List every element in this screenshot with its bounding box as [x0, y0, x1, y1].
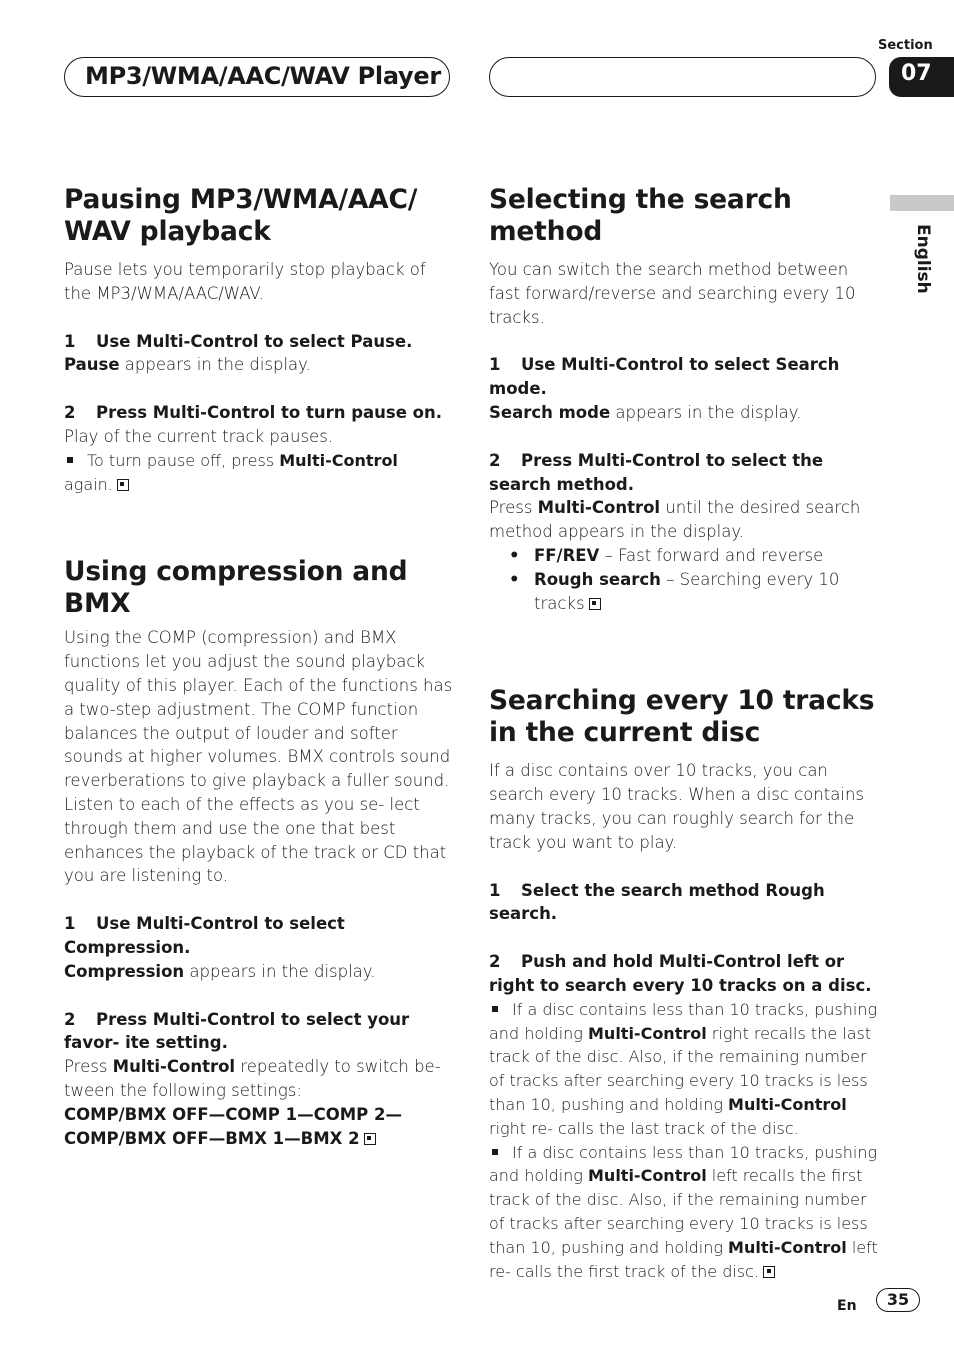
compression-heading: Using compression and BMX [64, 556, 408, 620]
search-method-intro: You can switch the search method between fast forward/reverse and searching every 10 tracks. [489, 260, 856, 327]
control-name: Multi-Control [728, 1237, 847, 1257]
step-text: Press Multi-Control to select the search method. [489, 450, 824, 494]
step-text: Push and hold Multi-Control left or right to search every 10 tracks on a disc. [489, 952, 872, 995]
note-bullet-icon [492, 1149, 498, 1155]
settings-sequence-line-2 [64, 1127, 454, 1151]
option-desc: – Searching every 10 tracks [534, 569, 840, 613]
chapter-title-box [64, 57, 450, 97]
language-code: En [837, 1298, 857, 1314]
result-text-end: until the desired search method appears in the display. [489, 498, 861, 542]
control-name: Multi-Control [728, 1094, 847, 1114]
note-bullet-icon [67, 457, 73, 463]
note-text: To turn pause off, press [87, 450, 280, 470]
note-text: left recalls the first track of the disc. Also, if the remaining number of tracks after searching every 10 tracks is less than 10, pushing and holding [489, 1166, 868, 1257]
search-method-options [489, 544, 881, 615]
step-text: Press Multi-Control to select your favor- ite setting. [64, 1009, 410, 1053]
compression-step-1 [64, 912, 454, 960]
step-number: 2 [489, 952, 501, 972]
end-mark-icon [364, 1133, 376, 1145]
rough-note-1 [489, 998, 881, 1141]
pause-heading: Pausing MP3/WMA/AAC/ WAV playback [64, 184, 418, 247]
compression-step-2-result [64, 1055, 454, 1103]
page-number: 35 [876, 1288, 920, 1312]
note-bullet-icon [492, 1006, 498, 1012]
step-number: 2 [489, 450, 501, 470]
control-name: Multi-Control [588, 1023, 707, 1043]
pause-step-1 [64, 330, 454, 354]
note-text: If a disc contains less than 10 tracks, pushing and holding [489, 999, 878, 1043]
left-column [64, 184, 454, 1150]
control-name: Multi-Control [537, 498, 661, 518]
end-mark-icon [117, 479, 129, 491]
option-name: FF/REV [534, 545, 600, 565]
right-column [489, 184, 881, 1283]
compression-step-2 [64, 1008, 454, 1056]
note-text: right recalls the last track of the disc. Also, if the remaining number of tracks after searching every 10 tracks is less than 10, pushing and holding [489, 1023, 872, 1114]
rough-note-2 [489, 1141, 881, 1284]
step-text: Select the search method Rough search. [489, 880, 825, 924]
section-number: 07 [889, 57, 954, 97]
chapter-title: MP3/WMA/AAC/WAV Player [85, 62, 441, 90]
result-text: appears in the display. [610, 402, 802, 422]
control-name: Multi-Control [112, 1057, 236, 1077]
note-bold: Multi-Control [279, 450, 398, 470]
display-term: Search mode [489, 402, 611, 422]
step-text: Use Multi-Control to select Pause. [96, 331, 413, 351]
step-number: 2 [64, 1009, 76, 1029]
pause-step-2 [64, 401, 454, 425]
header-blank-box [489, 57, 876, 97]
step-text: Use Multi-Control to select Compression. [64, 914, 345, 957]
settings-text: COMP/BMX OFF—BMX 1—BMX 2 [64, 1128, 360, 1148]
rough-search-step-1 [489, 879, 881, 927]
language-label: English [913, 224, 933, 294]
step-number: 2 [64, 403, 76, 423]
settings-sequence-line-1: COMP/BMX OFF—COMP 1—COMP 2— [64, 1104, 402, 1124]
note-text: If a disc contains less than 10 tracks, pushing and holding [489, 1142, 878, 1186]
end-mark-icon [763, 1266, 775, 1278]
rough-search-heading: Searching every 10 tracks in the current disc [489, 685, 875, 749]
note-text: right re- calls the last track of the disc. [489, 1118, 799, 1138]
step-number: 1 [489, 355, 501, 375]
option-ff-rev [509, 544, 881, 568]
search-method-step-2-result [489, 496, 881, 544]
result-text: appears in the display. [184, 961, 376, 981]
language-tab [890, 195, 954, 211]
pause-intro: Pause lets you temporarily stop playback of the MP3/WMA/AAC/WAV. [64, 260, 426, 303]
pause-note [64, 449, 454, 497]
display-term: Compression [64, 961, 185, 981]
note-text-end: again. [64, 474, 113, 494]
option-rough-search [509, 568, 881, 616]
end-mark-icon [589, 598, 601, 610]
pause-step-2-result: Play of the current track pauses. [64, 426, 334, 446]
compression-intro: Using the COMP (compression) and BMX functions let you adjust the sound playback quality of this player. Each of the functions has a two-step adjustment. The COMP function balances the output of louder and softer sounds at higher volumes. BMX controls sound reverberations to give playback a fuller sound. Listen to each of the effects as you se- lect through them and use the one that best enhances the playback of the track or CD that you are listening to. [64, 628, 453, 886]
result-text: appears in the display. [119, 355, 311, 375]
search-method-heading: Selecting the search method [489, 184, 792, 247]
step-number: 1 [64, 331, 76, 351]
section-label: Section [878, 38, 933, 53]
step-text: Use Multi-Control to select Search mode. [489, 355, 840, 399]
result-text: Press [64, 1057, 113, 1077]
option-name: Rough search [534, 569, 661, 589]
search-method-step-1-result [489, 401, 881, 425]
result-text: Press [489, 498, 538, 518]
option-desc: – Fast forward and reverse [599, 545, 824, 565]
rough-search-intro: If a disc contains over 10 tracks, you can search every 10 tracks. When a disc contains many tracks, you can roughly search for the track you want to play. [489, 761, 865, 852]
result-text-end: repeatedly to switch be- tween the following settings: [64, 1057, 441, 1100]
rough-search-step-2 [489, 950, 881, 998]
step-number: 1 [64, 914, 76, 934]
step-number: 1 [489, 880, 501, 900]
search-method-step-2 [489, 449, 881, 497]
compression-step-1-result [64, 960, 454, 984]
control-name: Multi-Control [588, 1166, 707, 1186]
display-term: Pause [64, 355, 120, 375]
note-text: left re- calls the first track of the disc. [489, 1237, 878, 1281]
pause-step-1-result [64, 353, 454, 377]
search-method-step-1 [489, 353, 881, 401]
step-text: Press Multi-Control to turn pause on. [96, 403, 443, 423]
